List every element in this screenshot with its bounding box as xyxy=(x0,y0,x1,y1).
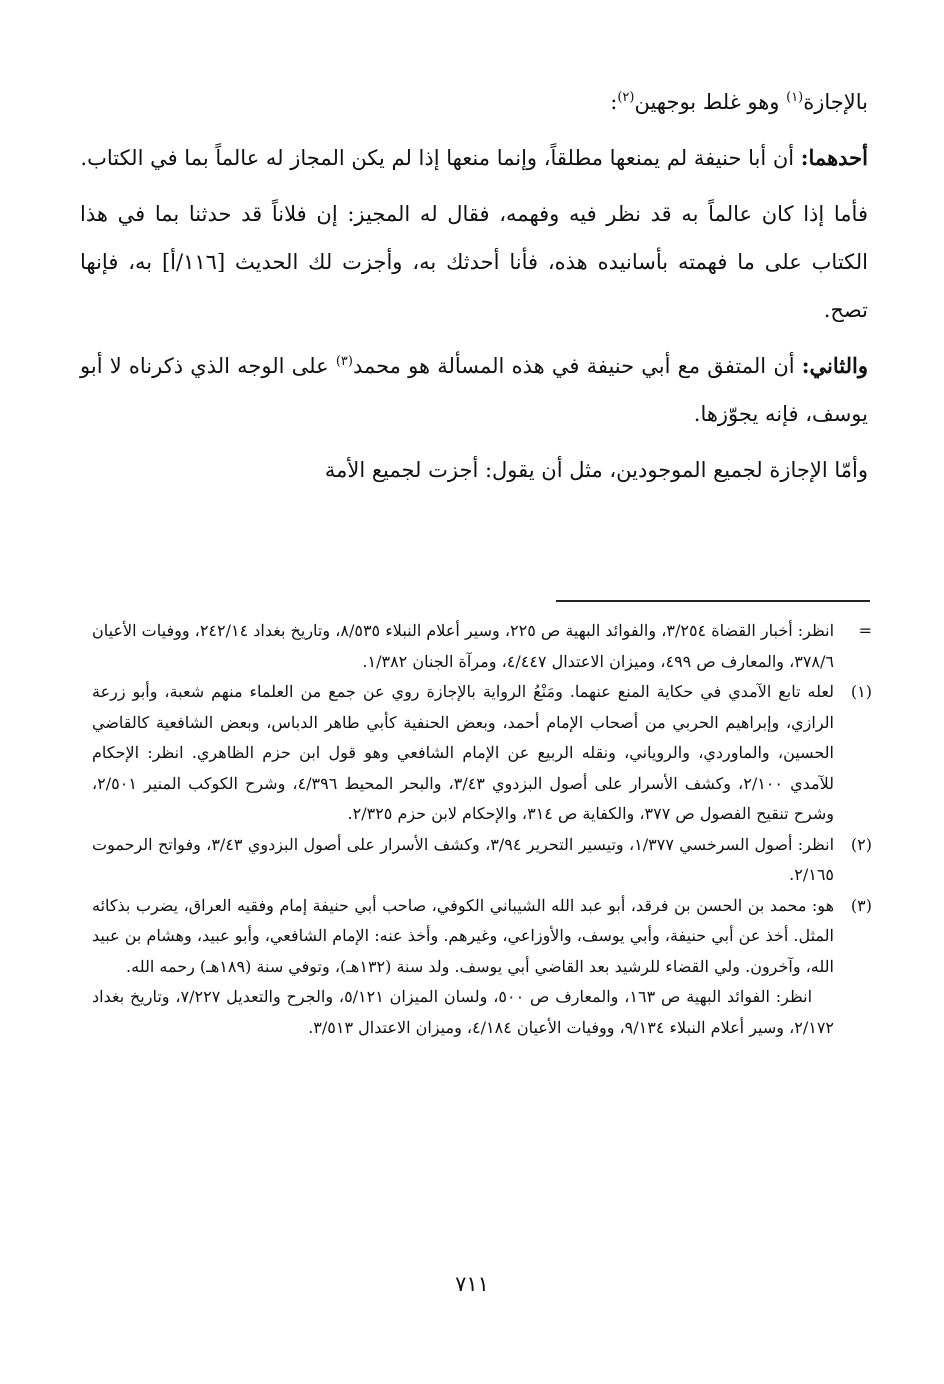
heading-first: أحدهما: xyxy=(800,145,868,170)
text-run: وهو غلط بوجهين xyxy=(634,90,787,114)
footnote-1 xyxy=(92,677,872,830)
paragraph-first-aspect xyxy=(80,134,868,182)
footnote-sources: انظر: الفوائد البهية ص ١٦٣، والمعارف ص ٥٠٠، ولسان الميزان ٥/١٢١، والجرح والتعديل ٧/٢٢٧، وتاريخ بغداد ٢/١٧٢، وسير أعلام النبلاء ٩/١٣٤، ووفيات الأعيان ٤/١٨٤، وميزان الاعتدال ٣/٥١٣. xyxy=(92,987,834,1037)
footnote-text: هو: محمد بن الحسن بن فرقد، أبو عبد الله الشيباني الكوفي، صاحب أبي حنيفة إمام وفقيه العراق، يضرب بذكائه المثل. أخذ عن أبي حنيفة، وأبي يوسف، والأوزاعي، وغيرهم. وأخذ عنه: الإمام الشافعي، وأبو عبيد، وهشام بن عبيد الله، وآخرون. ولي القضاء للرشيد بعد القاضي أبي يوسف. ولد سنة (١٣٢هـ)، وتوفي سنة (١٨٩هـ) رحمه الله. xyxy=(92,895,834,976)
footnote-text: لعله تابع الآمدي في حكاية المنع عنهما. ومَنْعُ الرواية بالإجازة روي عن جمع من العلماء منهم شعبة، وأبو زرعة الرازي، وإبراهيم الحربي من أصحاب الإمام أحمد، وبعض الحنفية كأبي طاهر الدباس، وبعض الشافعية كالقاضي الحسين، والماوردي، والروياني، ونقله الربيع عن الإمام الشافعي وهو قول ابن حزم الظاهري. انظر: الإحكام للآمدي ٢/١٠٠، وكشف الأسرار على أصول البزدوي ٣/٤٣، والبحر المحيط ٤/٣٩٦، وشرح الكوكب المنير ٢/٥٠١، وشرح تنقيح الفصول ص ٣٧٧، والكفاية ص ٣١٤، والإحكام لابن حزم ٢/٣٢٥. xyxy=(92,682,834,823)
footnotes xyxy=(92,616,872,1043)
footnote-number: (٣) xyxy=(850,895,872,915)
footnote-number: (٢) xyxy=(850,834,872,854)
text-run: أن المتفق مع أبي حنيفة في هذه المسألة هو محمد xyxy=(352,354,802,378)
text-run: وأمّا الإجازة لجميع الموجودين، مثل أن يقول: أجزت لجميع الأمة xyxy=(324,458,868,482)
footnote-divider xyxy=(556,600,870,602)
main-text xyxy=(80,78,868,494)
text-run: فأما إذا كان عالماً به قد نظر فيه وفهمه، فقال له المجيز: إن فلاناً قد حدثنا بما في هذا الكتاب على ما فهمته بأسانيده هذه، فأنا أحدثك به، وأجزت لك الحديث [١١٦/أ] به، فإنها تصح. xyxy=(80,202,868,322)
footnote-text: انظر: أخبار القضاة ٣/٢٥٤، والفوائد البهية ص ٢٢٥، وسير أعلام النبلاء ٨/٥٣٥، وتاريخ بغداد ٢٤٢/١٤، ووفيات الأعيان ٣٧٨/٦، والمعارف ص ٤٩٩، وميزان الاعتدال ٤/٤٤٧، ومرآة الجنان ١/٣٨٢. xyxy=(92,621,835,671)
page-number: ٧١١ xyxy=(455,1272,489,1296)
footnote-continuation xyxy=(92,616,872,677)
footnote-2 xyxy=(92,830,872,891)
text-run: أن أبا حنيفة لم يمنعها مطلقاً، وإنما منعها إذا لم يكن المجاز له عالماً بما في الكتاب. xyxy=(80,146,801,170)
continuation-mark: = xyxy=(858,621,872,640)
paragraph-second-aspect xyxy=(80,342,868,438)
paragraph-ijaza-all xyxy=(80,446,868,494)
footnote-3 xyxy=(92,891,872,1044)
footnote-ref-1[interactable]: (١) xyxy=(786,90,804,105)
text-run: بالإجازة xyxy=(803,90,868,114)
footnote-ref-3[interactable]: (٣) xyxy=(335,354,353,369)
heading-second: والثاني: xyxy=(801,353,868,378)
text-run: : xyxy=(610,90,618,114)
text-run: على الوجه الذي ذكرناه لا أبو يوسف، فإنه يجوّزها. xyxy=(80,354,868,426)
paragraph-explanation xyxy=(80,190,868,334)
footnote-body xyxy=(92,891,834,1044)
footnote-text: انظر: أصول السرخسي ١/٣٧٧، وتيسير التحرير ٣/٩٤، وكشف الأسرار على أصول البزدوي ٣/٤٣، وفواتح الرحموت ٢/١٦٥. xyxy=(92,834,835,884)
footnote-ref-2[interactable]: (٢) xyxy=(617,90,635,105)
intro-line xyxy=(80,78,868,126)
footnote-number: (١) xyxy=(850,682,872,701)
